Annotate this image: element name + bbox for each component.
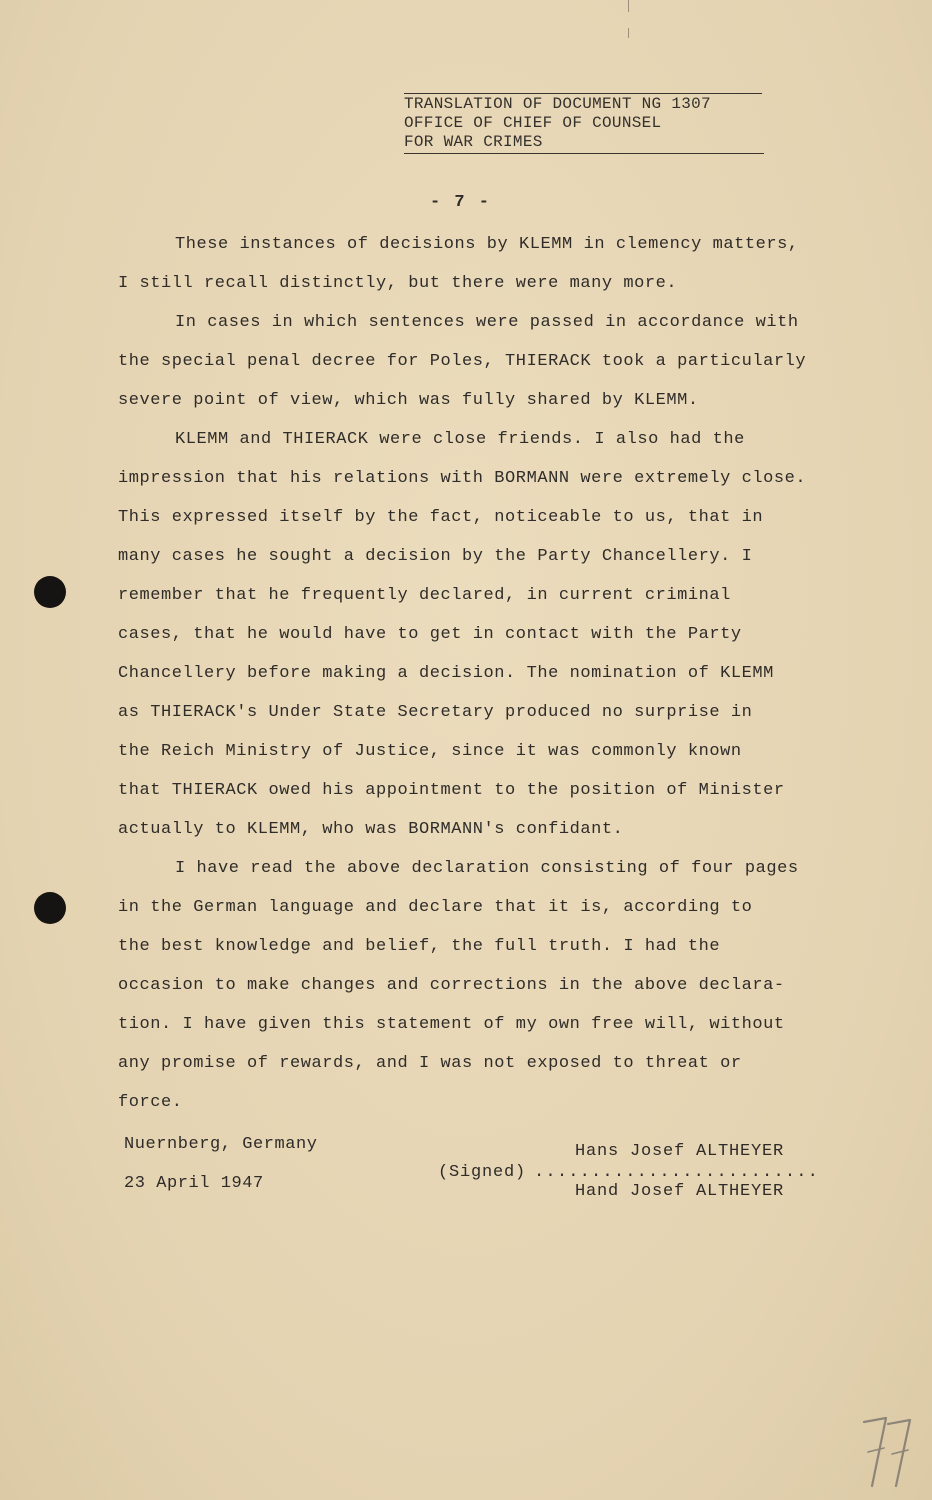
signed-label: (Signed) [438,1163,527,1182]
punch-hole [34,576,66,608]
page-number: - 7 - [430,193,492,212]
body-line: any promise of rewards, and I was not exposed to threat or [118,1054,742,1073]
header-bottom-rule [404,153,764,154]
body-line: in the German language and declare that it is, according to [118,898,753,917]
body-line: that THIERACK owed his appointment to the position of Minister [118,781,785,800]
header-top-rule [404,93,762,94]
place-text: Nuernberg, Germany [124,1135,318,1154]
header-line-1: TRANSLATION OF DOCUMENT NG 1307 [404,95,711,113]
body-line: This expressed itself by the fact, noticeable to us, that in [118,508,764,527]
punch-hole [34,892,66,924]
signature-line [438,1163,819,1182]
body-line: force. [118,1093,183,1112]
signatory-name-bottom: Hand Josef ALTHEYER [575,1182,785,1201]
body-line: occasion to make changes and corrections in the above declara- [118,976,785,995]
margin-mark [628,0,629,12]
body-line: severe point of view, which was fully shared by KLEMM. [118,391,699,410]
body-line: the special penal decree for Poles, THIERACK took a particularly [118,352,807,371]
body-line: the Reich Ministry of Justice, since it was commonly known [118,742,742,761]
date-text: 23 April 1947 [124,1174,264,1193]
body-line: remember that he frequently declared, in current criminal [118,586,731,605]
body-line: actually to KLEMM, who was BORMANN's confidant. [118,820,624,839]
body-line: I still recall distinctly, but there were many more. [118,274,678,293]
body-line: the best knowledge and belief, the full truth. I had the [118,937,721,956]
body-line: tion. I have given this statement of my own free will, without [118,1015,785,1034]
body-line: KLEMM and THIERACK were close friends. I also had the [175,430,745,449]
place-date-block [124,1125,318,1203]
body-text [118,225,868,1122]
document-header [404,93,764,154]
body-line: many cases he sought a decision by the Party Chancellery. I [118,547,753,566]
body-line: as THIERACK's Under State Secretary produced no surprise in [118,703,753,722]
header-line-3: FOR WAR CRIMES [404,133,543,151]
body-line: I have read the above declaration consisting of four pages [175,859,799,878]
body-line: impression that his relations with BORMANN were extremely close. [118,469,807,488]
signatory-name-top: Hans Josef ALTHEYER [575,1142,785,1161]
signature-dots: ......................... [534,1163,820,1182]
body-line: Chancellery before making a decision. The nomination of KLEMM [118,664,774,683]
body-line: cases, that he would have to get in contact with the Party [118,625,742,644]
folio-number-handwritten [858,1408,918,1490]
body-line: In cases in which sentences were passed in accordance with [175,313,799,332]
body-line: These instances of decisions by KLEMM in clemency matters, [175,235,799,254]
header-line-2: OFFICE OF CHIEF OF COUNSEL [404,114,662,132]
margin-mark [628,28,629,38]
